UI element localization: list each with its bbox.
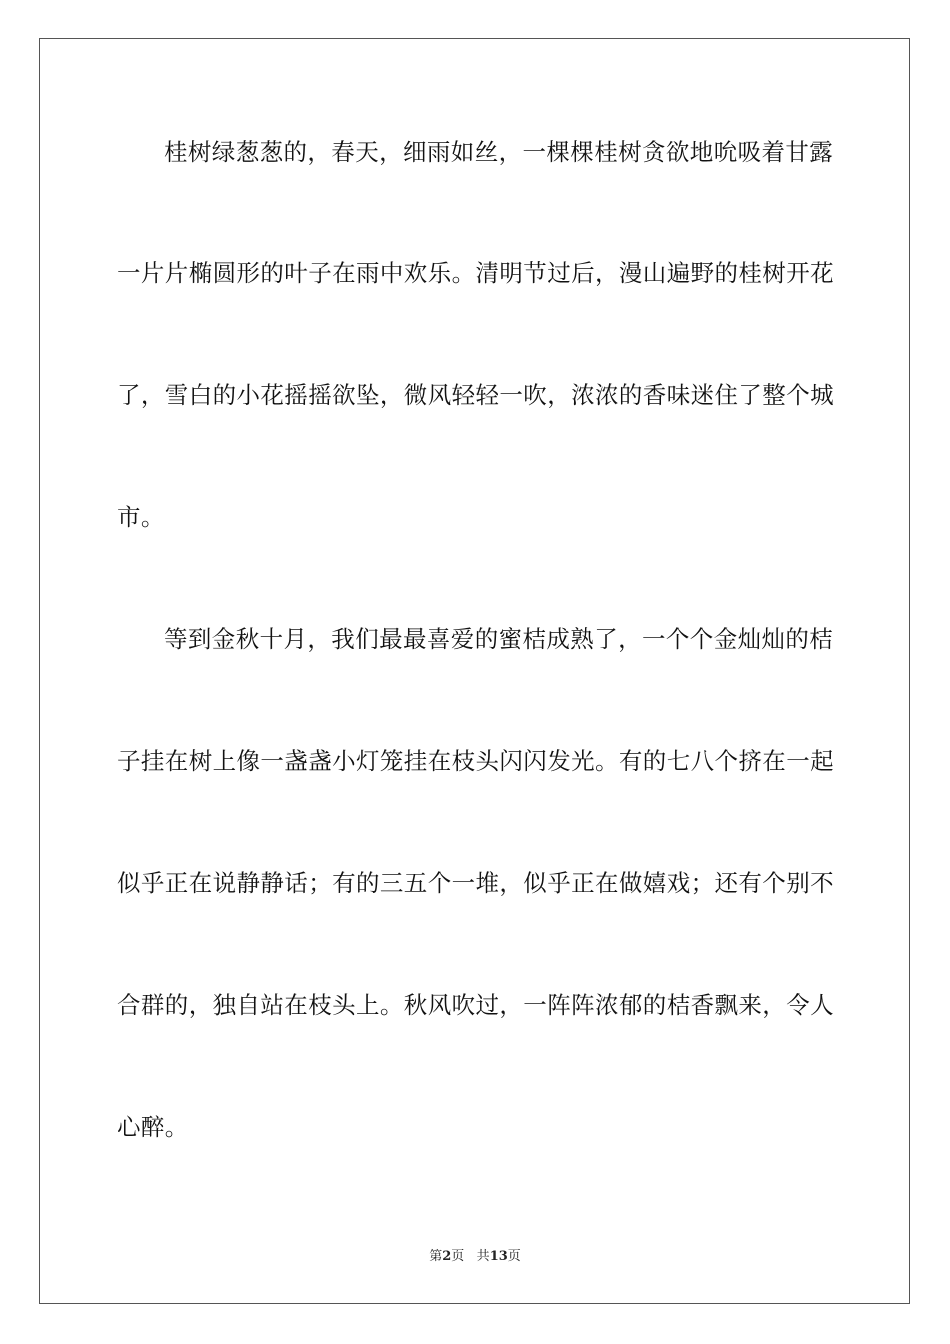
footer-page-number: 2 [442,1249,452,1264]
paragraph-1-line-1: 桂树绿葱葱的，春天，细雨如丝，一棵棵桂树贪欲地吮吸着甘露 [164,138,834,166]
paragraph-2-line-2: 子挂在树上像一盏盏小灯笼挂在枝头闪闪发光。有的七八个挤在一起 [117,747,834,775]
footer-total-pages: 13 [489,1249,508,1264]
paragraph-2-line-3: 似乎正在说静静话；有的三五个一堆，似乎正在做嬉戏；还有个别不 [117,869,834,897]
footer-total-prefix: 共 [476,1249,490,1264]
footer-page-suffix: 页 [451,1249,465,1264]
paragraph-1-line-2: 一片片椭圆形的叶子在雨中欢乐。清明节过后，漫山遍野的桂树开花 [117,259,834,287]
paragraph-2-line-1: 等到金秋十月，我们最最喜爱的蜜桔成熟了，一个个金灿灿的桔 [164,625,834,653]
footer-page-prefix: 第 [429,1249,443,1264]
footer-total-suffix: 页 [507,1249,521,1264]
paragraph-2-line-4: 合群的，独自站在枝头上。秋风吹过，一阵阵浓郁的桔香飘来，令人 [117,991,834,1019]
paragraph-2-line-5: 心醉。 [117,1113,189,1141]
paragraph-1-line-3: 了，雪白的小花摇摇欲坠，微风轻轻一吹，浓浓的香味迷住了整个城 [117,381,834,409]
page-footer [0,1248,950,1266]
paragraph-1-line-4: 市。 [117,503,165,531]
